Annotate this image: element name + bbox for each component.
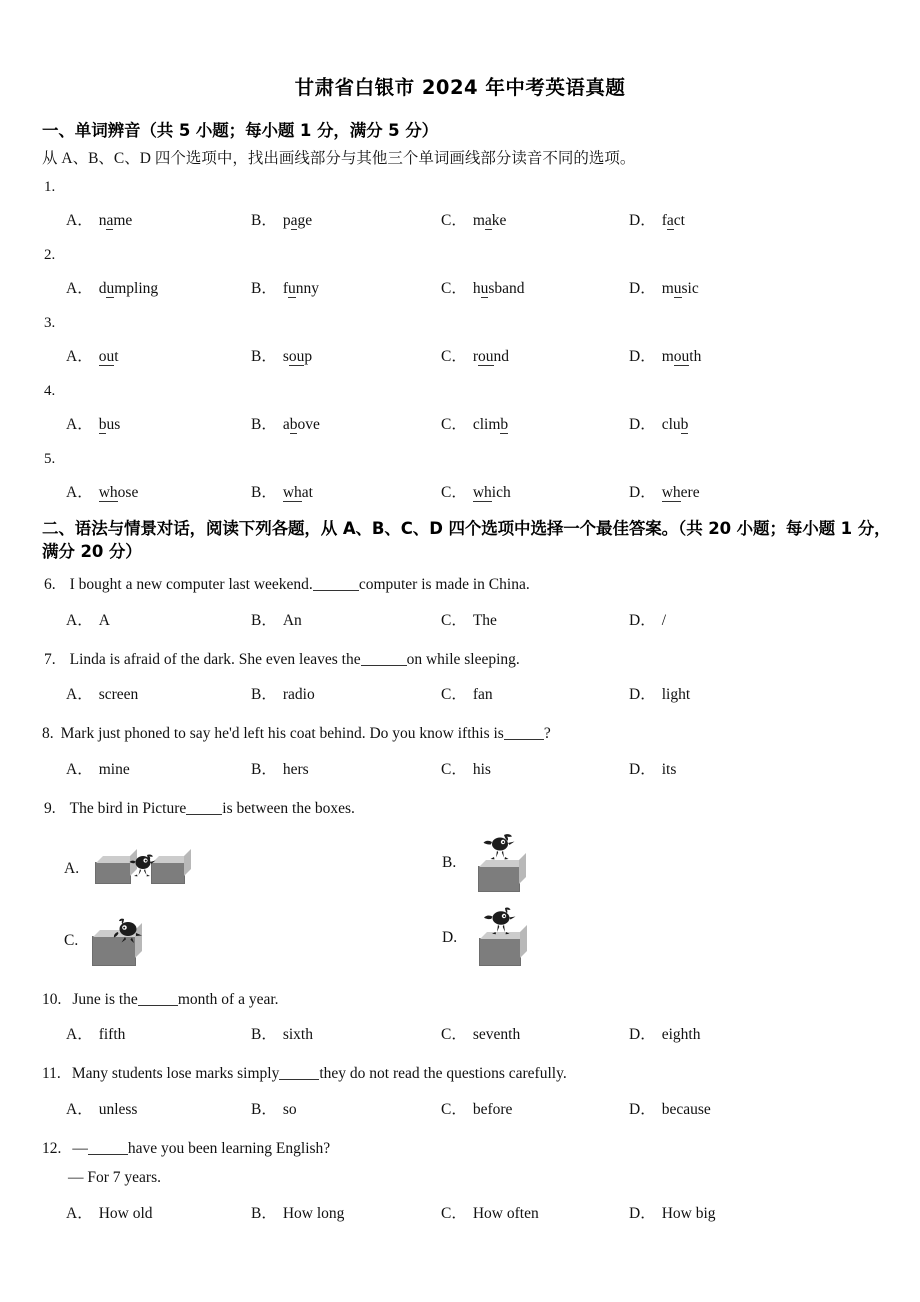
option-q7-a[interactable]: A． screen [66, 686, 139, 704]
option-text: climb [472, 415, 509, 433]
question-number-4: 4. [44, 382, 56, 399]
option-text: bus [98, 415, 121, 433]
option-q6-a[interactable]: A． A [66, 611, 110, 629]
bird-icon [483, 832, 517, 862]
illustration-bird-on-box [467, 904, 543, 972]
options-row-q11 [0, 1084, 920, 1127]
options-row-q7 [0, 669, 920, 712]
question-number-8: 8. [42, 725, 54, 743]
option-q4-d[interactable]: D． club [629, 415, 689, 433]
question-number-6: 6. [44, 576, 56, 594]
option-q11-d[interactable]: D． because [629, 1100, 711, 1118]
option-q9-c[interactable] [64, 908, 184, 974]
option-q5-b[interactable]: B． what [251, 483, 313, 501]
options-row-q12 [0, 1188, 920, 1231]
option-text: what [282, 483, 313, 501]
option-q5-d[interactable]: D． where [629, 483, 700, 501]
options-row-q8 [0, 744, 920, 787]
option-text: round [472, 347, 510, 365]
option-q2-a[interactable]: A． dumpling [66, 279, 159, 297]
illustration-bird-behind-box [88, 908, 184, 974]
question-number-5: 5. [44, 450, 56, 467]
question-stem-11: 11. Many students lose marks simply they do not read the questions carefully. [42, 1065, 567, 1083]
option-q10-d[interactable]: D． eighth [629, 1026, 701, 1044]
option-text: dumpling [98, 279, 159, 297]
option-label-c: C. [64, 931, 79, 949]
option-text: make [472, 211, 507, 229]
option-q6-d[interactable]: D． / [629, 611, 667, 629]
option-text: mouth [661, 347, 702, 365]
option-q3-d[interactable]: D． mouth [629, 347, 702, 365]
question-stem-6: 6. I bought a new computer last weekend. computer is made in China. [44, 576, 530, 594]
options-row-q6 [0, 595, 920, 638]
option-text: above [282, 415, 320, 433]
option-q9-a[interactable] [64, 838, 185, 900]
question-stem-9: 9. The bird in Picture is between the boxes. [44, 799, 355, 817]
option-q3-b[interactable]: B． soup [251, 347, 313, 365]
option-q11-a[interactable]: A． unless [66, 1100, 138, 1118]
option-text: where [661, 483, 700, 501]
option-q9-d[interactable] [442, 904, 543, 972]
option-q12-d[interactable]: D． How big [629, 1204, 716, 1222]
options-row-q1 [0, 195, 920, 238]
question-number-3: 3. [44, 314, 56, 331]
option-q8-c[interactable]: C． his [441, 760, 491, 778]
question-number-7: 7. [44, 650, 56, 668]
option-q7-d[interactable]: D． light [629, 686, 691, 704]
question-stem-10: 10. June is the month of a year. [42, 990, 279, 1008]
bird-icon [112, 916, 144, 946]
option-q5-a[interactable]: A． whose [66, 483, 139, 501]
option-text: fact [661, 211, 685, 229]
option-q1-d[interactable]: D． fact [629, 211, 685, 229]
option-q11-b[interactable]: B． so [251, 1100, 297, 1118]
options-row-q5 [0, 467, 920, 510]
picture-options-q9 [0, 826, 920, 976]
illustration-bird-above-box [466, 826, 542, 900]
blank-line-q11[interactable] [279, 1079, 319, 1080]
question-stem-7: 7. Linda is afraid of the dark. She even leaves the on while sleeping. [44, 650, 520, 668]
box-icon [478, 866, 520, 892]
section-heading-1: 一、单词辨音（共 5 小题；每小题 1 分，满分 5 分） [42, 121, 439, 140]
option-text: soup [282, 347, 313, 365]
option-q1-b[interactable]: B． page [251, 211, 313, 229]
section-heading-2: 二、语法与情景对话，阅读下列各题，从 A、B、C、D 四个选项中选择一个最佳答案。（共 20 小题；每小题 1 分，满分 20 分） [42, 518, 891, 561]
option-q10-c[interactable]: C． seventh [441, 1026, 521, 1044]
option-q7-b[interactable]: B． radio [251, 686, 315, 704]
blank-line-q10[interactable] [138, 1005, 178, 1006]
question-number-2: 2. [44, 246, 56, 263]
options-row-q3 [0, 331, 920, 374]
question-stem-12: 12. — have you been learning English? [42, 1139, 331, 1157]
option-q6-b[interactable]: B． An [251, 611, 302, 629]
bird-icon [128, 850, 158, 878]
question-number-11: 11. [42, 1065, 61, 1083]
blank-line-q9[interactable] [186, 814, 222, 815]
option-label-d: D. [442, 928, 458, 946]
dialogue-dash: — [72, 1139, 88, 1157]
option-q8-a[interactable]: A． mine [66, 760, 130, 778]
option-text: which [472, 483, 511, 501]
blank-line-q8[interactable] [504, 739, 544, 740]
option-q8-b[interactable]: B． hers [251, 760, 309, 778]
question-number-12: 12. [42, 1139, 62, 1157]
option-q10-b[interactable]: B． sixth [251, 1026, 313, 1044]
option-q9-b[interactable] [442, 826, 542, 900]
option-text: club [661, 415, 689, 433]
option-text: name [98, 211, 133, 229]
option-text: funny [282, 279, 320, 297]
option-label-a: A. [64, 859, 80, 877]
options-row-q4 [0, 399, 920, 442]
option-q7-c[interactable]: C． fan [441, 686, 493, 704]
option-q2-b[interactable]: B． funny [251, 279, 320, 297]
blank-line-q12[interactable] [88, 1154, 128, 1155]
blank-line-q6[interactable] [313, 590, 359, 591]
option-q4-c[interactable]: C． climb [441, 415, 509, 433]
option-q4-a[interactable]: A． bus [66, 415, 121, 433]
question-number-1: 1. [44, 178, 56, 195]
illustration-bird-between-two-boxes [89, 838, 185, 900]
option-q4-b[interactable]: B． above [251, 415, 320, 433]
option-q10-a[interactable]: A． fifth [66, 1026, 126, 1044]
option-q12-a[interactable]: A． How old [66, 1204, 153, 1222]
section-instruction-1: 从 A、B、C、D 四个选项中，找出画线部分与其他三个单词画线部分读音不同的选项。 [42, 150, 636, 168]
option-text: whose [98, 483, 139, 501]
option-q1-c[interactable]: C． make [441, 211, 507, 229]
option-q5-c[interactable]: C． which [441, 483, 511, 501]
option-q3-a[interactable]: A． out [66, 347, 119, 365]
option-q11-c[interactable]: C． before [441, 1100, 513, 1118]
question-number-10: 10. [42, 990, 62, 1008]
blank-line-q7[interactable] [361, 665, 407, 666]
question-number-9: 9. [44, 799, 56, 817]
option-q12-b[interactable]: B． How long [251, 1204, 345, 1222]
box-left-icon [95, 862, 131, 884]
options-row-q10 [0, 1009, 920, 1052]
option-text: husband [472, 279, 525, 297]
dialogue-reply-q12: — For 7 years. [68, 1169, 161, 1187]
option-text: page [282, 211, 313, 229]
option-q2-d[interactable]: D． music [629, 279, 699, 297]
option-q3-c[interactable]: C． round [441, 347, 510, 365]
page-title: 甘肃省白银市 2024 年中考英语真题 [294, 76, 626, 99]
option-q8-d[interactable]: D． its [629, 760, 677, 778]
option-q12-c[interactable]: C． How often [441, 1204, 539, 1222]
option-q6-c[interactable]: C． The [441, 611, 497, 629]
box-icon [479, 938, 521, 966]
options-row-q2 [0, 263, 920, 306]
option-q2-c[interactable]: C． husband [441, 279, 525, 297]
option-q1-a[interactable]: A． name [66, 211, 133, 229]
option-label-b: B. [442, 853, 457, 871]
option-text: music [661, 279, 699, 297]
option-text: out [98, 347, 119, 365]
question-stem-8: 8. Mark just phoned to say he'd left his coat behind. Do you know ifthis is ? [42, 725, 551, 743]
bird-icon [483, 906, 517, 936]
